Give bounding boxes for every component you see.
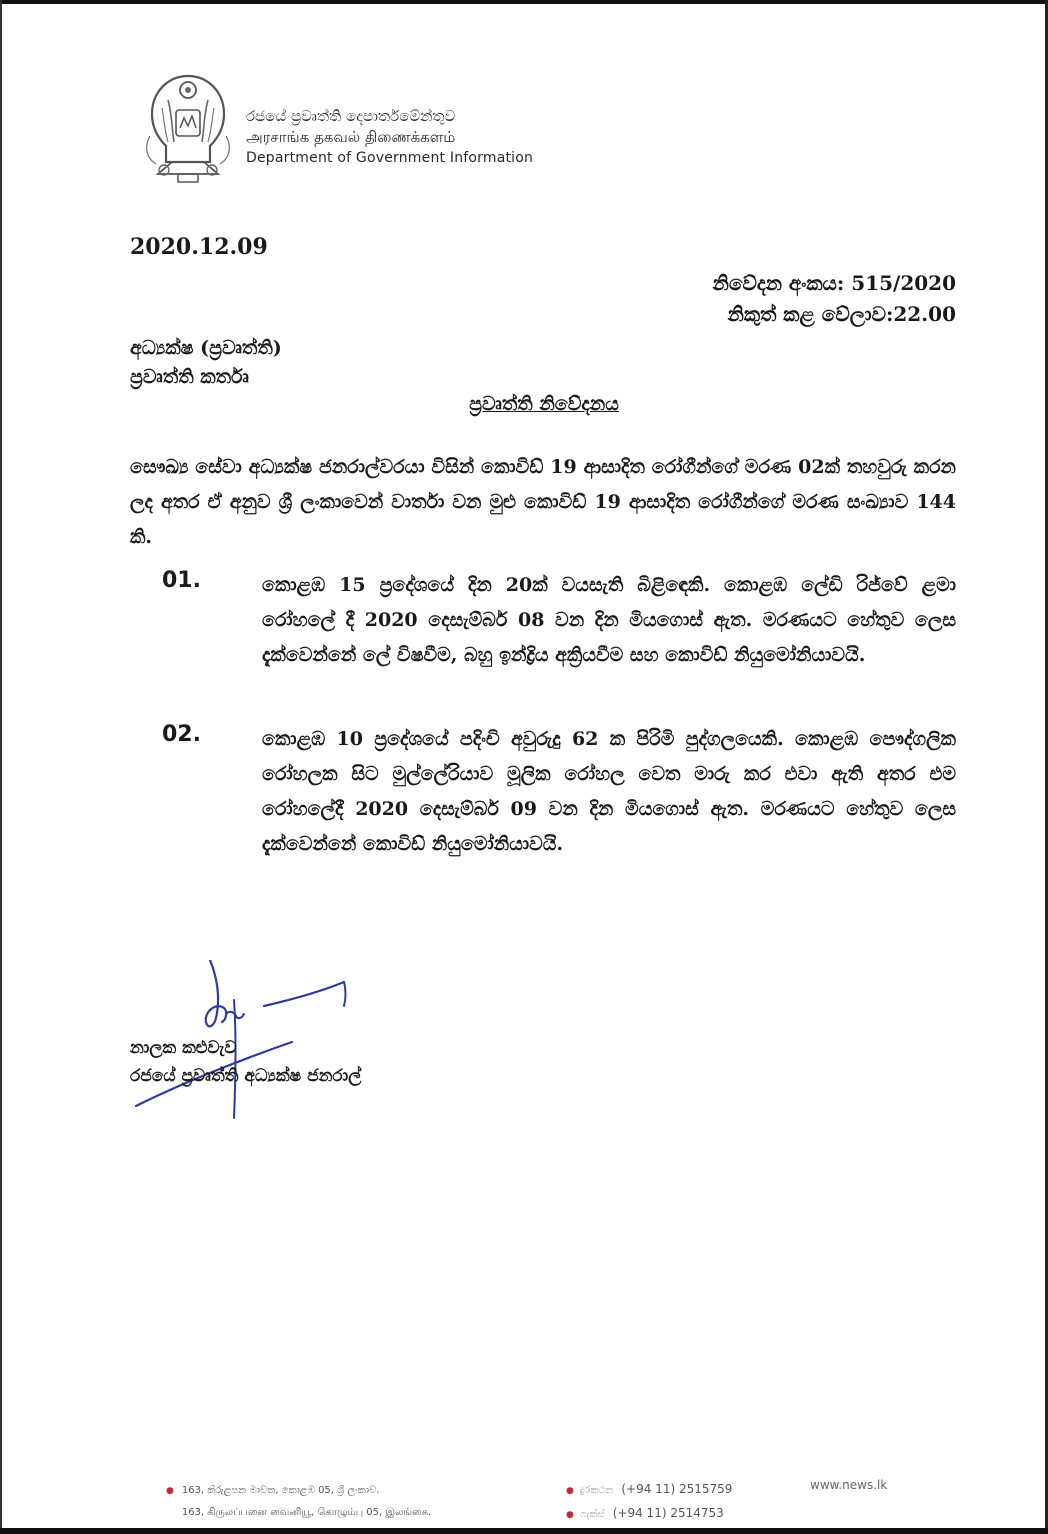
phone-number: (+94 11) 2515759 xyxy=(621,1482,733,1496)
bottom-border xyxy=(0,1528,1048,1534)
dept-name-english: Department of Government Information xyxy=(246,150,534,166)
bullet-icon: ● xyxy=(566,1510,574,1520)
letterhead xyxy=(138,70,578,188)
top-border xyxy=(0,0,1048,4)
item-number: 02. xyxy=(162,722,201,747)
addressee-line: අධ්‍යක්ෂ (ප්‍රවෘත්ති) xyxy=(130,337,282,359)
website: www.news.lk xyxy=(810,1478,888,1492)
signatory-title: රජයේ ප්‍රවෘත්ති අධ්‍යක්ෂ ජනරාල් xyxy=(130,1066,362,1086)
phone-label: දුරකථන xyxy=(579,1485,614,1496)
dept-name-sinhala: රජයේ ප්‍රවෘත්ති දෙපාර්තමේන්තුව xyxy=(246,107,456,125)
addressee xyxy=(130,334,282,392)
item-number: 01. xyxy=(162,568,201,593)
sri-lanka-emblem-icon xyxy=(138,70,238,188)
footer-address xyxy=(166,1480,431,1524)
item-text: කොළඹ 10 ප්‍රදේශයේ පදිංචි අවුරුදු 62 ක පිරිමි පුද්ගලයෙකි. කොළඹ පෞද්ගලික රෝහලක සිට මුල්ලේරියාව මූලික රෝහල වෙත මාරු කර එවා ඇති අතර එම රෝහලේදී 2020 දෙසැම්බර් 09 වන දින මියගොස් ඇත. මරණයට හේතුව ලෙස දැක්වෙන්නේ කොවිඩ් නියුමෝනියාවයි. xyxy=(262,728,956,855)
signatory-name: නාලක කළුවැව xyxy=(130,1038,237,1058)
signatory xyxy=(130,1034,361,1090)
fax-label: ෆැක්ස් xyxy=(579,1509,605,1520)
bullet-icon: ● xyxy=(566,1486,574,1496)
release-time: නිකුත් කළ වේලාව:22.00 xyxy=(727,302,956,326)
addressee-line: ප්‍රවෘත්ති කර්තෘ xyxy=(130,366,249,388)
reference-block xyxy=(713,268,956,330)
release-date: 2020.12.09 xyxy=(130,234,268,260)
document-heading: ප්‍රවෘත්ති නිවේදනය xyxy=(469,393,619,415)
intro-paragraph: සෞඛ්‍ය සේවා අධ්‍යක්ෂ ජනරාල්වරයා විසින් කොවිඩ් 19 ආසාදිත රෝගීන්ගේ මරණ 02ක් තහවුරු කරන ලද අතර ඒ අනුව ශ්‍රී ලංකාවෙන් වාර්තා වන මුළු කොවිඩ් 19 ආසාදිත රෝගීන්ගේ මරණ සංඛ්‍යාව 144 කි. xyxy=(130,456,956,548)
address-tamil: 163, கிருலப்பனை வைனியூ, கொழும்பு 05, இலங்கை. xyxy=(181,1507,432,1518)
item-text: කොළඹ 15 ප්‍රදේශයේ දින 20ක් වයසැති බිළිඳෙකි. කොළඹ ලේඩි රිජ්වේ ළමා රෝහලේ දී 2020 දෙසැම්බර් 08 වන දින මියගොස් ඇත. මරණයට හේතුව ලෙස දැක්වෙන්නේ ලේ විෂවීම, බහු ඉන්ද්‍රිය අක්‍රියවීම සහ කොවිඩ් නියුමෝනියාවයි. xyxy=(262,574,956,666)
release-number: නිවේදන අංකය: 515/2020 xyxy=(712,271,956,295)
fax-number: (+94 11) 2514753 xyxy=(612,1506,724,1520)
bullet-icon: ● xyxy=(166,1486,174,1496)
dept-name-tamil: அரசாங்க தகவல் திணைக்களம் xyxy=(246,128,456,146)
address-sinhala: 163, කිරුළපන මාවත, කොළඹ 05, ශ්‍රී ලංකාව. xyxy=(181,1485,380,1496)
footer-contact xyxy=(566,1478,732,1526)
letterhead-footer xyxy=(0,1440,1048,1526)
left-border xyxy=(0,0,2,1534)
